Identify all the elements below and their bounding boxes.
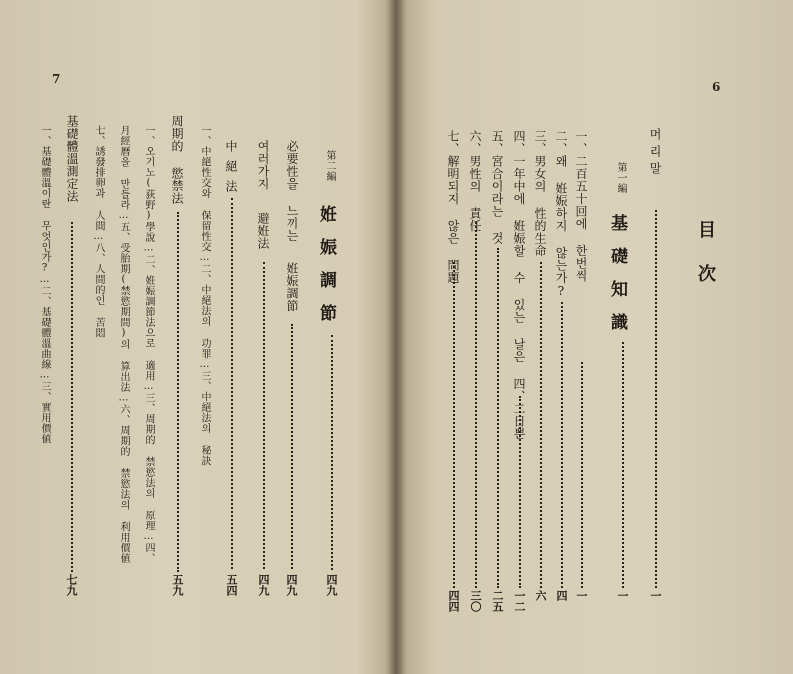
toc-entry: 四、一年中에 姙娠할 수 있는 날은 四、二日뿐 xyxy=(512,130,526,440)
toc-entry: 基礎體溫測定法 xyxy=(65,115,79,203)
toc-entry: 五、宮合이라는 것 xyxy=(490,130,504,245)
part-label: 第一編 xyxy=(615,162,626,194)
part-label: 第二編 xyxy=(324,150,335,182)
leader-dots xyxy=(71,222,73,572)
toc-subitems: 月經曆을 만들라…五、受胎期(禁慾期間)의 算出法…六、周期的 禁慾法의 利用價値 xyxy=(118,125,129,564)
toc-entry: 六、男性의 責任 xyxy=(468,130,482,232)
page-ref: 二五 xyxy=(491,590,504,612)
page-ref: 三〇 xyxy=(469,590,482,612)
leader-dots xyxy=(475,222,477,588)
page-ref: 一 xyxy=(575,590,588,601)
part-title: 基礎知識 xyxy=(607,214,627,346)
toc-entry: 七、解明되지 않은 問題 xyxy=(446,130,460,284)
page-ref: 四九 xyxy=(285,574,298,596)
page-number: 7 xyxy=(52,72,61,86)
leader-dots xyxy=(331,335,333,570)
toc-entry: 周期的 慾禁法 xyxy=(170,115,184,205)
leader-dots xyxy=(497,248,499,588)
toc-subitems: 一、中絕性交와 保留性交…二、中絕法의 功罪…三、中絕法의 秘訣 xyxy=(199,125,210,466)
book-gutter xyxy=(385,0,407,674)
toc-subitems: 七、誘發排卵과 人間…八、人間的인 苦悶 xyxy=(93,125,104,338)
leader-dots xyxy=(655,210,657,588)
toc-entry-sub: 姙娠調節 xyxy=(285,262,299,312)
toc-entry: 二、왜 姙娠하지 않는가? xyxy=(554,130,568,299)
page-ref: 四四 xyxy=(447,590,460,612)
leader-dots xyxy=(453,262,455,588)
leader-dots xyxy=(540,262,542,588)
page-number: 6 xyxy=(712,80,721,94)
toc-entry: 三、男女의 性的生命 xyxy=(533,130,547,257)
leader-dots xyxy=(231,198,233,569)
leader-dots xyxy=(519,396,521,588)
toc-entry: 中絕法 xyxy=(224,140,238,200)
page-ref: 六 xyxy=(534,590,547,601)
leader-dots xyxy=(581,362,583,588)
toc-entry: 여러가지 xyxy=(256,140,270,190)
page-ref: 一 xyxy=(649,590,662,601)
page-ref: 五九 xyxy=(171,574,184,596)
toc-entry-sub: 避姙法 xyxy=(256,212,270,250)
page-ref: 四 xyxy=(555,590,568,601)
page-ref: 一 xyxy=(616,590,629,601)
leader-dots xyxy=(263,262,265,569)
page-ref: 一二 xyxy=(513,590,526,612)
page-ref: 五四 xyxy=(225,574,238,596)
page-ref: 四九 xyxy=(325,574,338,596)
leader-dots xyxy=(291,324,293,569)
leader-dots xyxy=(177,212,179,572)
toc-subitems: 一、基礎體溫이란 무엇인가?…二、基礎體溫曲線…三、實用價値 xyxy=(39,125,50,444)
toc-entry: 머리말 xyxy=(648,128,662,179)
leader-dots xyxy=(622,342,624,588)
page-ref: 四九 xyxy=(257,574,270,596)
toc-entry: 必要性을 느끼는 xyxy=(285,140,299,242)
part-title: 姙娠調節 xyxy=(316,205,336,337)
toc-subitems: 一、오기노(荻野)學說…二、姙娠調節法으로 適用…三、周期的 禁慾法의 原理…四、 xyxy=(143,125,154,564)
toc-entry: 一、二百五十回에 한번씩 xyxy=(574,130,588,282)
leader-dots xyxy=(561,302,563,588)
page-ref: 七九 xyxy=(65,574,78,596)
toc-title: 目次 xyxy=(695,220,716,308)
